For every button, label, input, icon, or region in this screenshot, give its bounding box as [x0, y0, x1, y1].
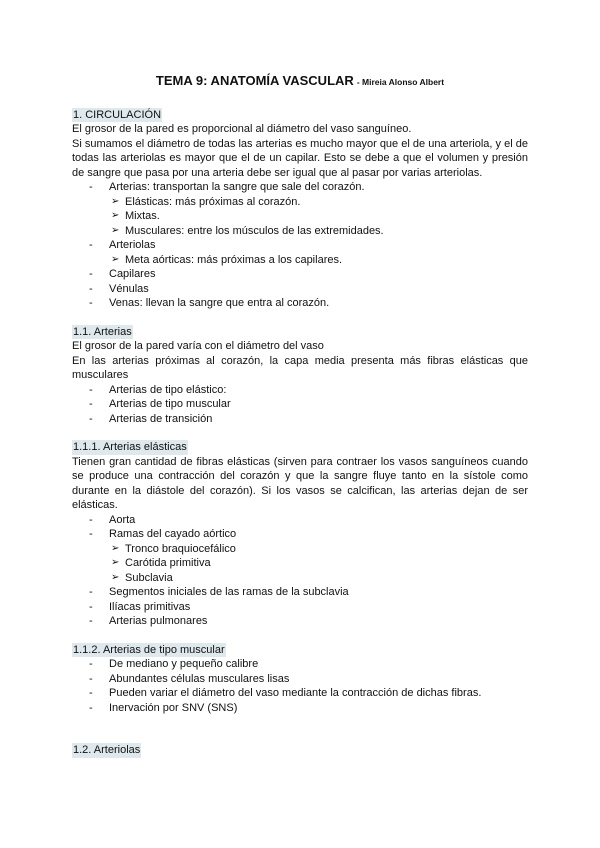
bullet-list — [72, 267, 528, 311]
arrow-bullet-icon: ➢ — [111, 542, 120, 554]
arrow-bullet-icon: ➢ — [111, 224, 120, 236]
sub-list — [72, 542, 528, 586]
list-item — [89, 672, 528, 687]
list-item — [89, 412, 528, 427]
author: - Mireia Alonso Albert — [356, 77, 445, 87]
page-title: TEMA 9: ANATOMÍA VASCULAR — [155, 73, 354, 88]
sub-list-item — [111, 542, 528, 557]
arrow-bullet-icon: ➢ — [111, 571, 120, 583]
paragraph: El grosor de la pared es proporcional al diámetro del vaso sanguíneo. — [72, 123, 412, 135]
sub-list-item — [111, 556, 528, 571]
section-arterias — [72, 325, 528, 427]
dash-bullet: - — [89, 398, 93, 410]
arrow-bullet-icon: ➢ — [111, 195, 120, 207]
section-heading: 1.1.1. Arterias elásticas — [73, 441, 187, 453]
list-item — [89, 701, 528, 716]
section-heading: 1.1.2. Arterias de tipo muscular — [73, 643, 225, 656]
sub-item-text: Meta aórticas: más próximas a los capilares. — [125, 253, 343, 266]
dash-bullet: - — [89, 687, 93, 699]
list-item — [89, 686, 528, 701]
sub-item-text: Subclavia — [125, 571, 173, 584]
list-item-text: Ilíacas primitivas — [109, 600, 191, 613]
section-heading: 1. CIRCULACIÓN — [73, 108, 162, 121]
dash-bullet: - — [89, 528, 93, 540]
dash-bullet: - — [89, 701, 93, 714]
list-item-text: De mediano y pequeño calibre — [109, 658, 259, 670]
dash-bullet: - — [89, 297, 93, 309]
section-circulacion — [72, 108, 528, 311]
bullet-list — [72, 513, 528, 542]
bullet-list — [72, 180, 528, 195]
bullet-list — [72, 238, 528, 253]
list-item-text: Arterias: transportan la sangre que sale del corazón. — [109, 181, 365, 193]
sub-list-item — [111, 209, 528, 224]
dash-bullet: - — [89, 383, 93, 396]
list-item — [89, 614, 528, 629]
section-heading: 1.2. Arteriolas — [73, 744, 141, 756]
sub-list-item — [111, 571, 528, 586]
dash-bullet: - — [89, 600, 93, 613]
list-item — [89, 600, 528, 615]
paragraph: Si sumamos el diámetro de todas las arterias es mucho mayor que el de una arteriola, y el de todas las arteriolas es mayor que el de un capilar. Esto se debe a que el volumen y presión de sangre que pasa por una arteria debe ser igual que al pasar por varias arteriolas. — [72, 137, 528, 179]
list-item — [89, 267, 528, 282]
section-arterias-musculares — [72, 643, 528, 716]
list-item — [89, 585, 528, 600]
sub-list — [72, 195, 528, 239]
list-item — [89, 296, 528, 311]
list-item-text: Abundantes células musculares lisas — [109, 672, 290, 685]
sub-list-item — [111, 253, 528, 268]
sub-list-item — [111, 195, 528, 210]
list-item-text: Aorta — [109, 513, 136, 526]
list-item-text: Arterias de transición — [109, 412, 213, 425]
list-item — [89, 657, 528, 672]
list-item-text: Arterias de tipo muscular — [109, 398, 231, 410]
list-item — [89, 180, 528, 195]
section-arterias-elasticas — [72, 440, 528, 629]
sub-item-text: Mixtas. — [125, 210, 160, 222]
dash-bullet: - — [89, 672, 93, 685]
list-item — [89, 397, 528, 412]
sub-item-text: Elásticas: más próximas al corazón. — [125, 195, 301, 208]
list-item-text: Venas: llevan la sangre que entra al corazón. — [109, 297, 330, 309]
paragraph: En las arterias próximas al corazón, la capa media presenta más fibras elásticas que musculares — [72, 354, 528, 381]
dash-bullet: - — [89, 412, 93, 425]
dash-bullet: - — [89, 615, 93, 627]
list-item-text: Pueden variar el diámetro del vaso mediante la contracción de dichas fibras. — [109, 687, 482, 699]
list-item — [89, 527, 528, 542]
paragraph: Tienen gran cantidad de fibras elásticas (sirven para contraer los vasos sanguíneos cuando se produce una contracción del corazón y que la sangre fluye tanto en la sístole como durante en la diástole del corazón). Si los vasos se calcifican, las arterias dejan de ser elásticas. — [72, 455, 528, 511]
dash-bullet: - — [89, 586, 93, 598]
list-item-text: Arterias pulmonares — [109, 615, 208, 627]
bullet-list — [72, 657, 528, 715]
dash-bullet: - — [89, 513, 93, 526]
dash-bullet: - — [89, 268, 93, 280]
bullet-list — [72, 383, 528, 427]
section-heading: 1.1. Arterias — [73, 325, 132, 338]
sub-item-text: Tronco braquiocefálico — [125, 542, 236, 555]
list-item-text: Inervación por SNV (SNS) — [109, 701, 238, 714]
dash-bullet: - — [89, 658, 93, 670]
list-item-text: Arteriolas — [109, 239, 156, 251]
arrow-bullet-icon: ➢ — [111, 210, 120, 221]
dash-bullet: - — [89, 239, 93, 251]
bullet-list — [72, 585, 528, 629]
sub-item-text: Musculares: entre los músculos de las extremidades. — [125, 224, 384, 237]
list-item — [89, 513, 528, 528]
arrow-bullet-icon: ➢ — [111, 253, 120, 265]
list-item-text: Segmentos iniciales de las ramas de la subclavia — [109, 586, 349, 598]
arrow-bullet-icon: ➢ — [111, 557, 120, 568]
document-page — [72, 74, 528, 758]
paragraph: El grosor de la pared varía con el diámetro del vaso — [72, 340, 324, 352]
sub-item-text: Carótida primitiva — [125, 557, 211, 569]
section-arteriolas — [72, 743, 528, 758]
list-item-text: Arterias de tipo elástico: — [109, 383, 227, 396]
sub-list — [72, 253, 528, 268]
list-item-text: Ramas del cayado aórtico — [109, 528, 237, 540]
list-item-text: Capilares — [109, 268, 156, 280]
list-item — [89, 282, 528, 297]
list-item — [89, 383, 528, 398]
title-line — [72, 74, 528, 90]
sub-list-item — [111, 224, 528, 239]
dash-bullet: - — [89, 282, 93, 295]
dash-bullet: - — [89, 181, 93, 193]
list-item — [89, 238, 528, 253]
list-item-text: Vénulas — [109, 282, 149, 295]
